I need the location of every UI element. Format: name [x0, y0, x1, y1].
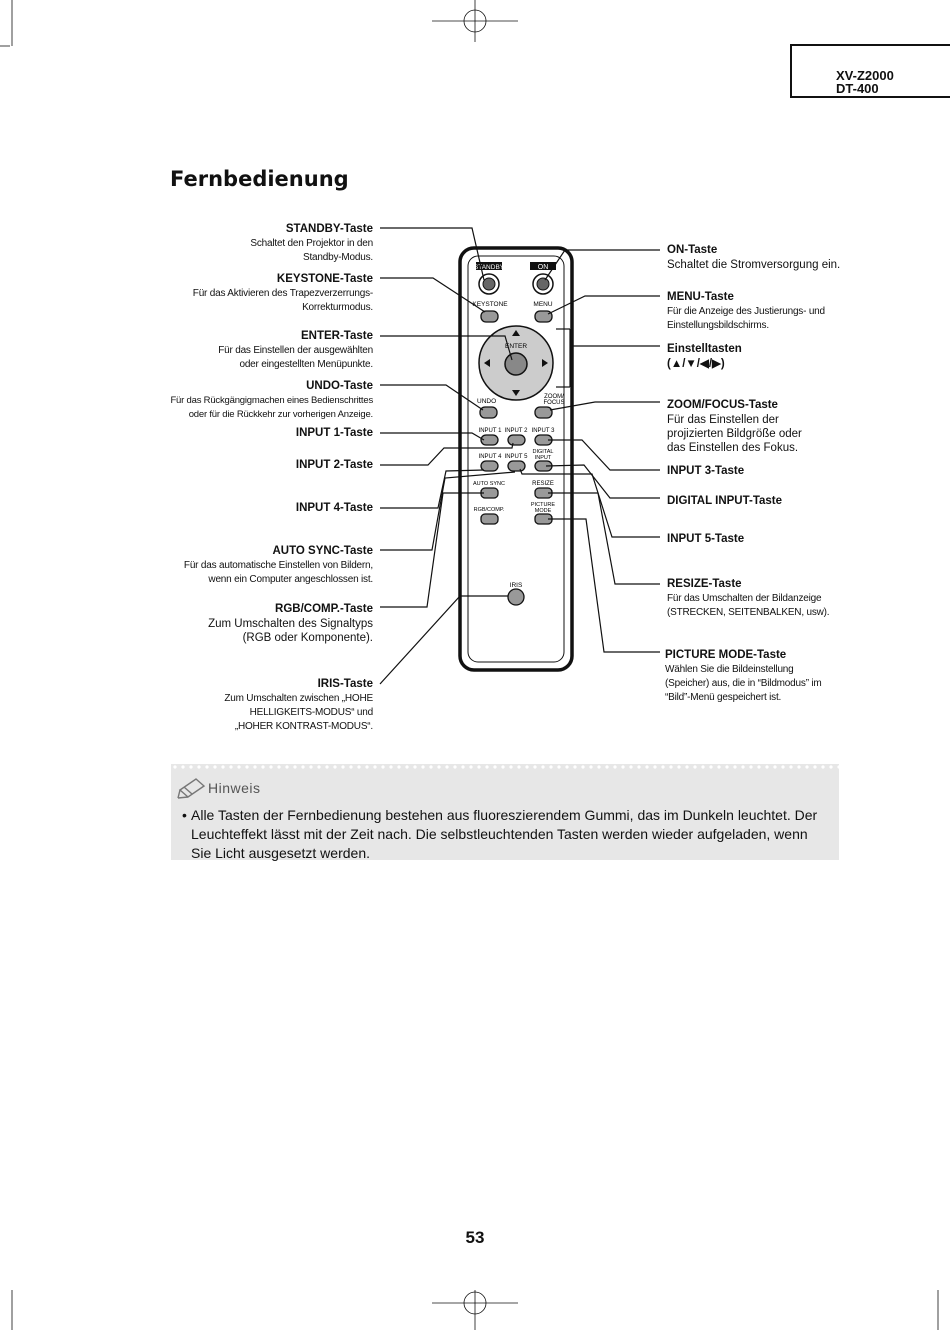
label-picture-title: PICTURE MODE-Taste: [665, 649, 787, 661]
label-autosync: [184, 544, 373, 587]
label-picture-desc-1: Wählen Sie die Bildeinstellung: [665, 664, 794, 675]
on-icon: [537, 278, 549, 290]
remote-enter-text: ENTER: [504, 343, 528, 350]
remote-input4-text: INPUT 4: [478, 454, 502, 460]
label-undo-title: UNDO-Taste: [306, 380, 373, 392]
input5-button: [508, 461, 525, 471]
label-input2-title: INPUT 2-Taste: [295, 459, 373, 471]
label-resize-title: RESIZE-Taste: [667, 578, 742, 590]
label-menu-title: MENU-Taste: [667, 291, 734, 303]
label-digital-title: DIGITAL INPUT-Taste: [667, 495, 783, 507]
label-iris-desc-2: HELLIGKEITS-MODUS“ und: [249, 707, 373, 718]
label-standby-desc-2: Standby-Modus.: [302, 252, 373, 263]
page-title: Fernbedienung: [170, 167, 349, 191]
label-input5: [667, 532, 744, 547]
label-on-desc-1: Schaltet die Stromversorgung ein.: [667, 259, 841, 271]
page-number: 53: [465, 1228, 485, 1247]
label-iris: [224, 677, 373, 734]
enter-button: [505, 353, 527, 375]
note-box: [171, 764, 839, 860]
rgb-comp-button: [481, 514, 498, 524]
label-picture-desc-2: (Speicher) aus, die in “Bildmodus” im: [665, 678, 822, 689]
remote-mode-text: MODE: [534, 508, 552, 514]
remote-input5-text: INPUT 5: [504, 454, 528, 460]
label-zoomfocus-title: ZOOM/FOCUS-Taste: [667, 399, 778, 411]
label-rgbcomp-desc-2: (RGB oder Komponente).: [242, 632, 373, 644]
label-zoomfocus-desc-1: Für das Einstellen der: [667, 414, 779, 426]
note-title: Hinweis: [208, 780, 261, 796]
power-icon: [483, 278, 495, 290]
label-standby-title: STANDBY-Taste: [285, 223, 373, 235]
label-keystone: [193, 272, 373, 315]
label-rgbcomp: [208, 602, 373, 645]
label-iris-title: IRIS-Taste: [317, 678, 373, 690]
label-zoomfocus-desc-2: projizierten Bildgröße oder: [667, 428, 802, 440]
label-standby-desc-1: Schaltet den Projektor in den: [250, 238, 373, 249]
remote-autosync-text: AUTO SYNC: [473, 481, 505, 487]
remote-menu-text: MENU: [533, 301, 553, 308]
zoom-focus-button: [535, 407, 552, 418]
label-input3: [667, 464, 744, 479]
note-dotted-border: [171, 764, 839, 770]
remote-input3-text: INPUT 3: [531, 428, 555, 434]
remote-picture-text: PICTURE: [530, 502, 556, 508]
remote-zoom-text: ZOOM/: [544, 394, 564, 400]
pencil-icon: [177, 776, 207, 800]
remote-keystone-text: KEYSTONE: [472, 301, 508, 308]
label-enter-desc-2: oder eingestellten Menüpunkte.: [239, 359, 373, 370]
remote-digital-text: DIGITAL: [532, 449, 554, 455]
label-on-title: ON-Taste: [667, 244, 718, 256]
remote-focus-text: FOCUS: [543, 400, 565, 406]
remote-on-text: ON: [537, 264, 549, 271]
remote-digital-input-text: INPUT: [534, 455, 552, 461]
iris-button: [508, 589, 524, 605]
remote-input1-text: INPUT 1: [478, 428, 502, 434]
label-input2: [296, 458, 373, 473]
undo-button: [480, 407, 497, 418]
label-rgbcomp-desc-1: Zum Umschalten des Signaltyps: [208, 618, 373, 630]
label-adjust: [667, 342, 742, 372]
remote-resize-text: RESIZE: [532, 481, 554, 487]
remote-rgbcomp-text: RGB/COMP.: [473, 507, 505, 513]
model-name-1: XV-Z2000: [836, 68, 894, 83]
model-name-2: DT-400: [836, 81, 879, 96]
label-undo: [170, 379, 373, 422]
label-digital: [667, 494, 782, 509]
label-keystone-title: KEYSTONE-Taste: [276, 273, 373, 285]
note-text: Alle Tasten der Fernbedienung bestehen aus fluoreszierendem Gummi, das im Dunkeln leuchtet. Der Leuchteffekt lässt mit der Zeit nach. Die selbstleuchtenden Tasten werden wieder aufgeladen, wenn Sie Licht ausgesetzt werden.: [191, 807, 818, 861]
label-enter: [218, 329, 373, 372]
label-autosync-title: AUTO SYNC-Taste: [272, 545, 373, 557]
note-text-block: [182, 806, 831, 863]
label-autosync-desc-2: wenn ein Computer angeschlossen ist.: [208, 574, 373, 585]
remote-iris-text: IRIS: [509, 582, 523, 589]
label-adjust-title: Einstelltasten: [667, 343, 742, 355]
label-resize: [667, 577, 829, 620]
label-adjust-arrows: (▲/▼/◀/▶): [667, 358, 725, 370]
label-picture-desc-3: “Bild”-Menü gespeichert ist.: [665, 692, 782, 703]
label-input4-title: INPUT 4-Taste: [295, 502, 373, 514]
label-menu-desc-1: Für die Anzeige des Justierungs- und: [667, 306, 825, 317]
remote-undo-text: UNDO: [477, 398, 497, 405]
label-picture: [665, 648, 822, 705]
label-undo-desc-1: Für das Rückgängigmachen eines Bedienschrittes: [170, 395, 373, 406]
label-input4: [296, 501, 373, 516]
label-zoomfocus-desc-3: das Einstellen des Fokus.: [667, 442, 799, 454]
label-input1-title: INPUT 1-Taste: [295, 427, 373, 439]
label-undo-desc-2: oder für die Rückkehr zur vorherigen Anzeige.: [188, 409, 373, 420]
label-enter-desc-1: Für das Einstellen der ausgewählten: [218, 345, 373, 356]
label-keystone-desc-1: Für das Aktivieren des Trapezverzerrungs-: [192, 288, 373, 299]
remote-input2-text: INPUT 2: [504, 428, 528, 434]
remote-standby-text: STANDBY: [473, 264, 505, 271]
label-resize-desc-1: Für das Umschalten der Bildanzeige: [667, 593, 822, 604]
label-iris-desc-3: „HOHER KONTRAST-MODUS“.: [234, 721, 373, 732]
keystone-button: [481, 311, 498, 322]
label-menu: [667, 290, 825, 333]
label-rgbcomp-title: RGB/COMP.-Taste: [275, 603, 373, 615]
label-iris-desc-1: Zum Umschalten zwischen „HOHE: [224, 693, 373, 704]
input2-button: [508, 435, 525, 445]
label-on: [667, 243, 840, 272]
label-standby: [250, 222, 373, 265]
note-bullet: •: [182, 807, 187, 823]
label-input1: [296, 426, 373, 441]
label-zoomfocus: [667, 398, 802, 455]
label-menu-desc-2: Einstellungsbildschirms.: [667, 320, 769, 331]
label-input3-title: INPUT 3-Taste: [667, 465, 745, 477]
label-resize-desc-2: (STRECKEN, SEITENBALKEN, usw).: [667, 607, 830, 618]
label-keystone-desc-2: Korrekturmodus.: [302, 302, 373, 313]
label-input5-title: INPUT 5-Taste: [667, 533, 745, 545]
label-enter-title: ENTER-Taste: [301, 330, 373, 342]
label-autosync-desc-1: Für das automatische Einstellen von Bildern,: [183, 560, 373, 571]
